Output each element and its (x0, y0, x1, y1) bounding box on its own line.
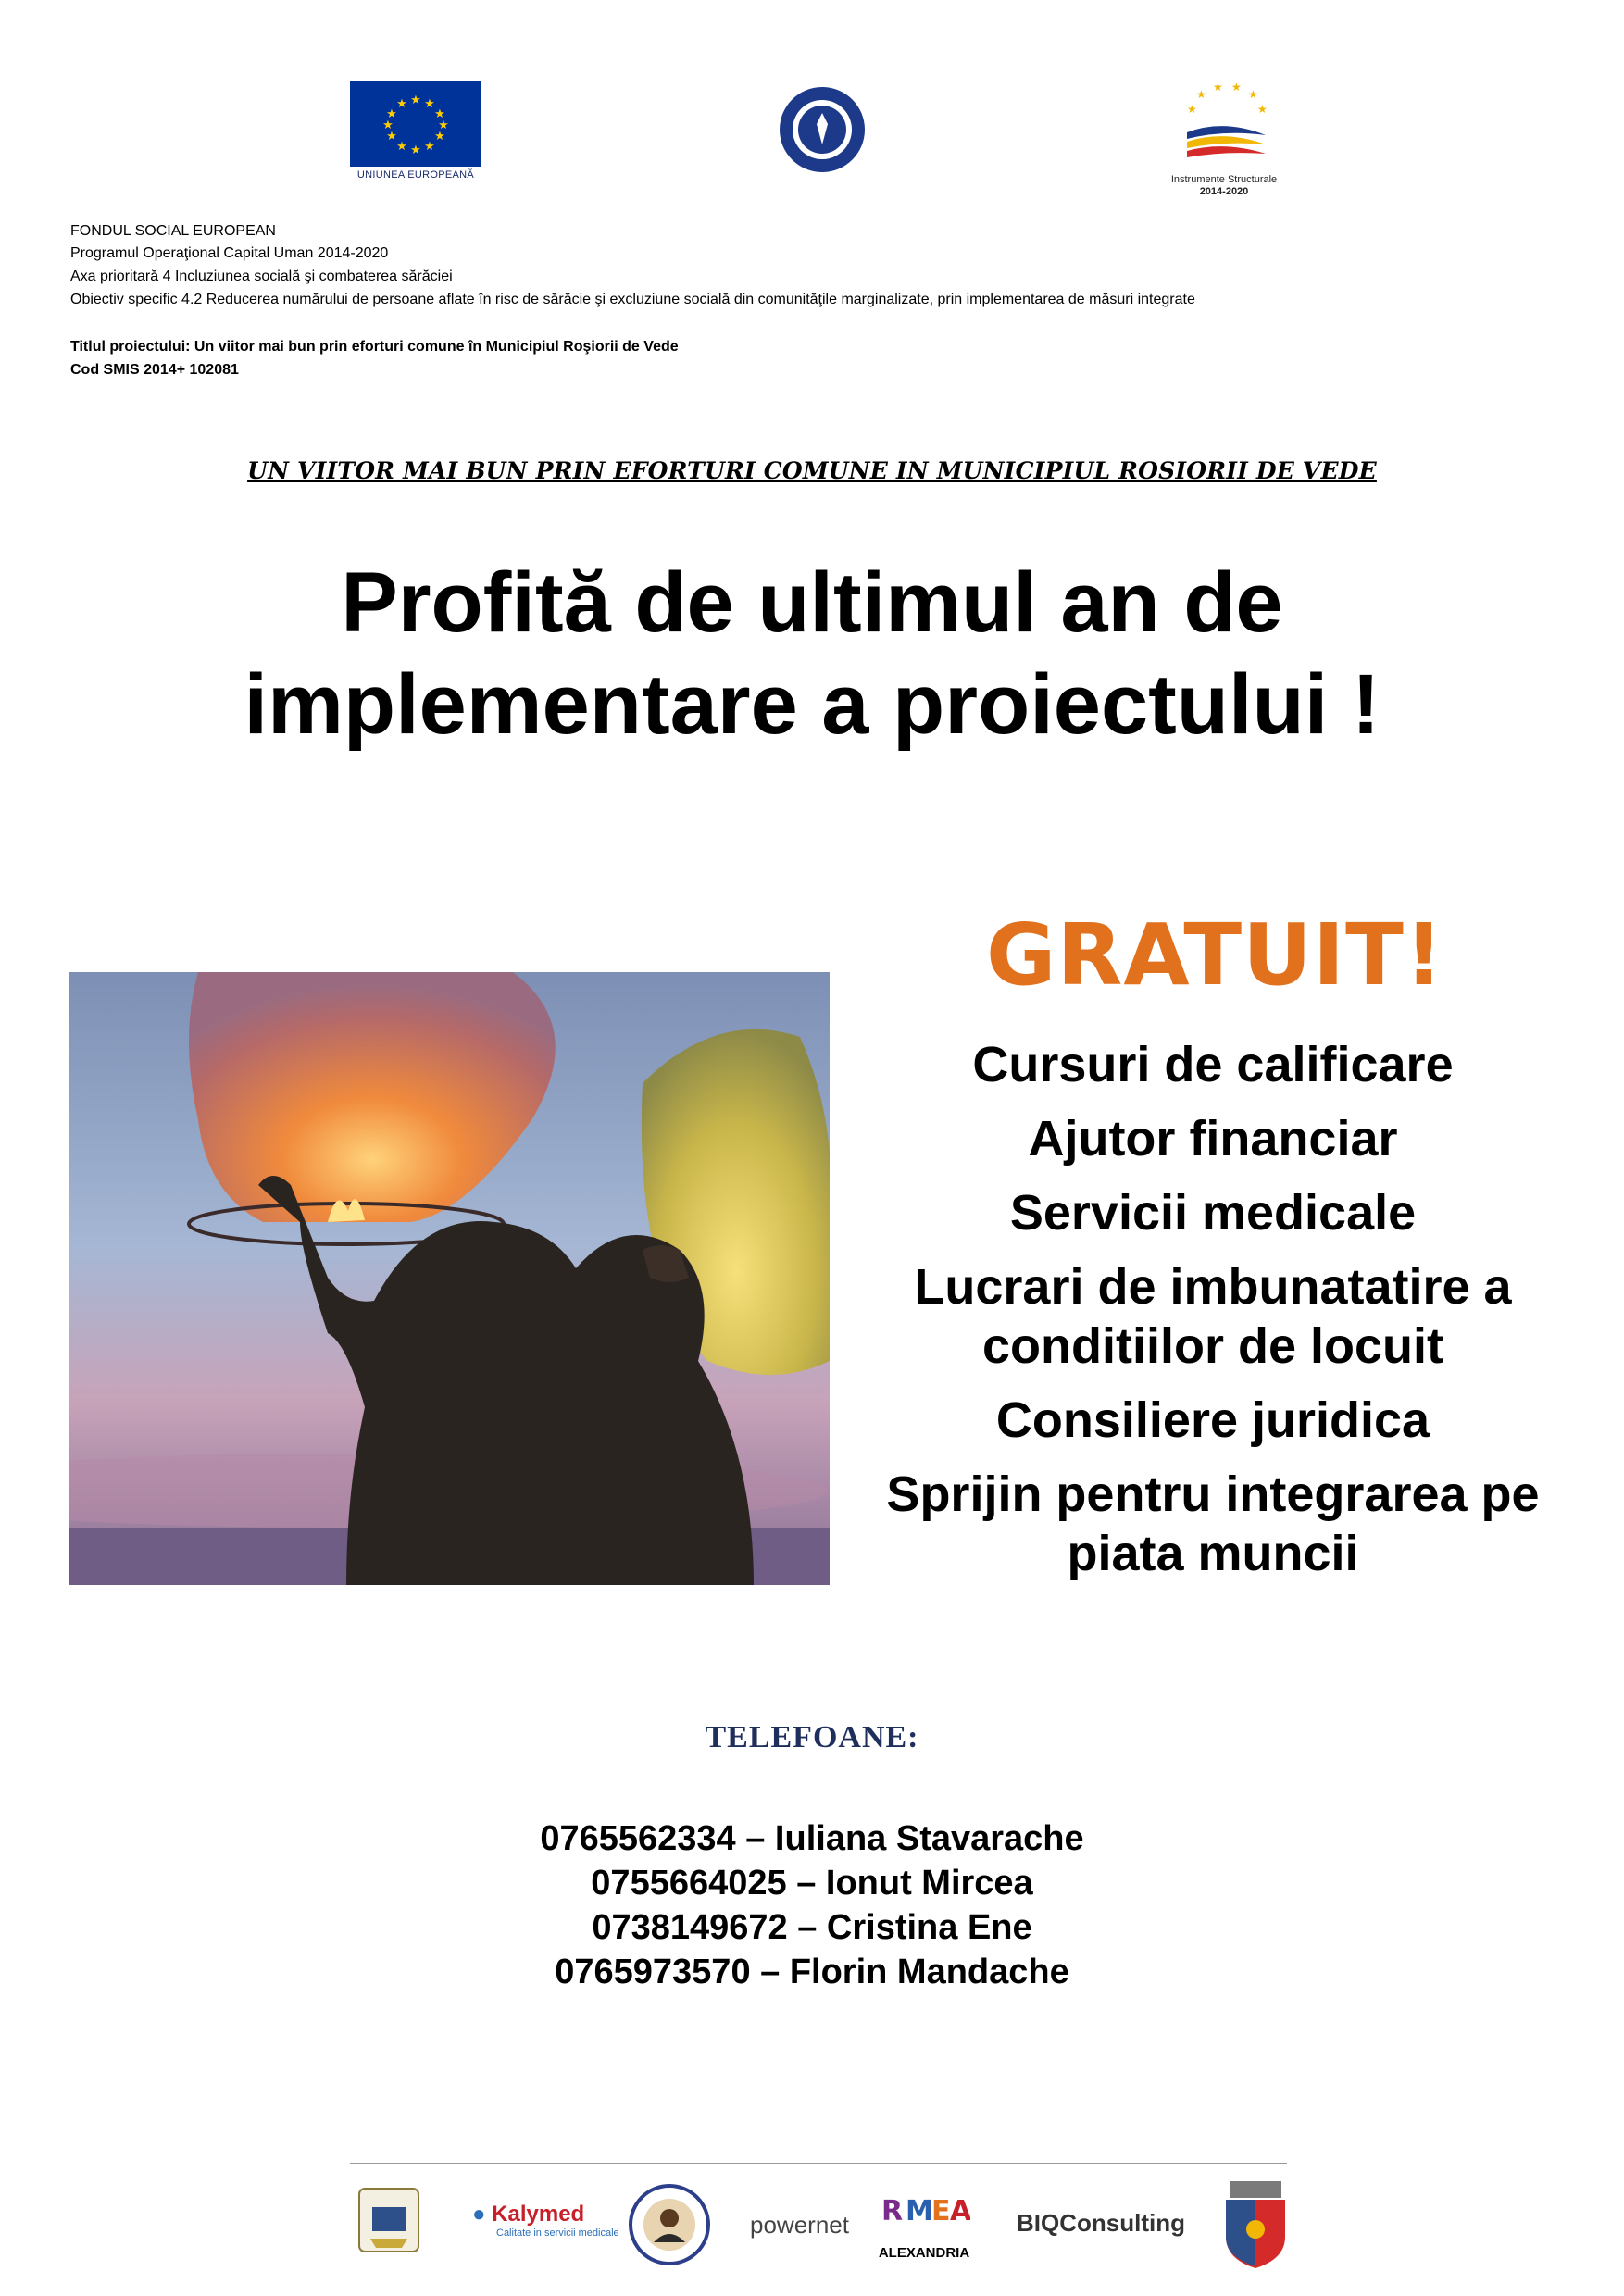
service-item: Ajutor financiar (1028, 1111, 1398, 1167)
contacts-list (0, 1816, 1624, 1994)
headline-line-2: implementare a proiectului ! (244, 657, 1380, 752)
priority-axis: Axa prioritară 4 Incluziunea socială şi combaterea sărăciei (70, 268, 453, 284)
svg-text:E: E (931, 2195, 951, 2227)
service-item: Consiliere juridica (995, 1392, 1430, 1448)
contact-item: 0738149672 – Cristina Ene (592, 1908, 1032, 1947)
services-list (861, 1035, 1565, 1598)
powernet-logo: powernet (750, 2211, 849, 2239)
project-title: Titlul proiectului: Un viitor mai bun prin eforturi comune în Municipiul Roşiorii de Vede (70, 339, 679, 355)
instrumente-structurale-logo (1159, 81, 1289, 202)
service-item: Cursuri de calificare (972, 1037, 1454, 1092)
school-medallion-logo (628, 2183, 711, 2271)
svg-text:★: ★ (1248, 88, 1258, 101)
eu-flag-icon (350, 81, 481, 167)
school-crest-logo (352, 2183, 426, 2262)
svg-text:★: ★ (396, 140, 407, 154)
fund-name: FONDUL SOCIAL EUROPEAN (70, 223, 276, 239)
romanian-government-logo (776, 83, 868, 176)
svg-text:★: ★ (382, 119, 394, 132)
svg-text:A: A (950, 2195, 970, 2227)
footer-divider (350, 2163, 1287, 2164)
svg-text:★: ★ (1196, 88, 1206, 101)
svg-text:R: R (881, 2195, 904, 2227)
svg-text:★: ★ (424, 97, 435, 111)
svg-text:★: ★ (438, 119, 449, 132)
city-coat-of-arms-logo (1220, 2177, 1291, 2275)
specific-objective: Obiectiv specific 4.2 Reducerea numărului de persoane aflate în risc de sărăcie şi excluziune socială din comunităţile marginalizate, prin implementarea de măsuri integrate (70, 292, 1195, 307)
svg-text:★: ★ (410, 94, 421, 107)
project-slogan: UN VIITOR MAI BUN PRIN EFORTURI COMUNE IN MUNICIPIUL ROSIORII DE VEDE (247, 457, 1377, 484)
svg-text:M: M (906, 2195, 933, 2227)
svg-text:★: ★ (1213, 81, 1223, 94)
svg-text:★: ★ (410, 144, 421, 157)
service-item: Servicii medicale (1009, 1185, 1417, 1241)
svg-text:★: ★ (434, 130, 445, 144)
gratuit-heading: GRATUIT! (986, 905, 1444, 1004)
kalymed-logo: ● Kalymed Calitate in servicii medicale (472, 2202, 619, 2239)
contact-item: 0765973570 – Florin Mandache (555, 1953, 1069, 1991)
svg-text:★: ★ (386, 107, 397, 121)
svg-text:★: ★ (396, 97, 407, 111)
contact-item: 0765562334 – Iuliana Stavarache (540, 1819, 1084, 1858)
phones-title: TELEFOANE: (705, 1720, 919, 1754)
headline-line-1: Profită de ultimul an de (341, 555, 1283, 650)
biq-consulting-logo: BIQConsulting (1017, 2209, 1185, 2237)
program-name: Programul Operaţional Capital Uman 2014-2020 (70, 245, 389, 261)
rmea-logo: R M E A ALEXANDRIA (878, 2195, 970, 2261)
headline (0, 552, 1624, 755)
instrumente-structurale-caption: Instrumente Structurale 2014-2020 (1170, 174, 1278, 197)
smis-code: Cod SMIS 2014+ 102081 (70, 362, 239, 378)
service-item: Sprijin pentru integrarea pe piata muncii (886, 1466, 1540, 1581)
svg-text:★: ★ (434, 107, 445, 121)
eu-caption: UNIUNEA EUROPEANĂ (356, 169, 475, 181)
svg-text:★: ★ (424, 140, 435, 154)
contact-item: 0755664025 – Ionut Mircea (591, 1864, 1033, 1903)
svg-text:★: ★ (386, 130, 397, 144)
sky-lanterns-photo (69, 972, 830, 1585)
eu-logo (350, 81, 481, 188)
svg-text:★: ★ (1187, 103, 1197, 116)
service-item: Lucrari de imbunatatire a conditiilor de locuit (914, 1259, 1512, 1374)
svg-text:★: ★ (1231, 81, 1242, 94)
svg-text:★: ★ (1257, 103, 1268, 116)
